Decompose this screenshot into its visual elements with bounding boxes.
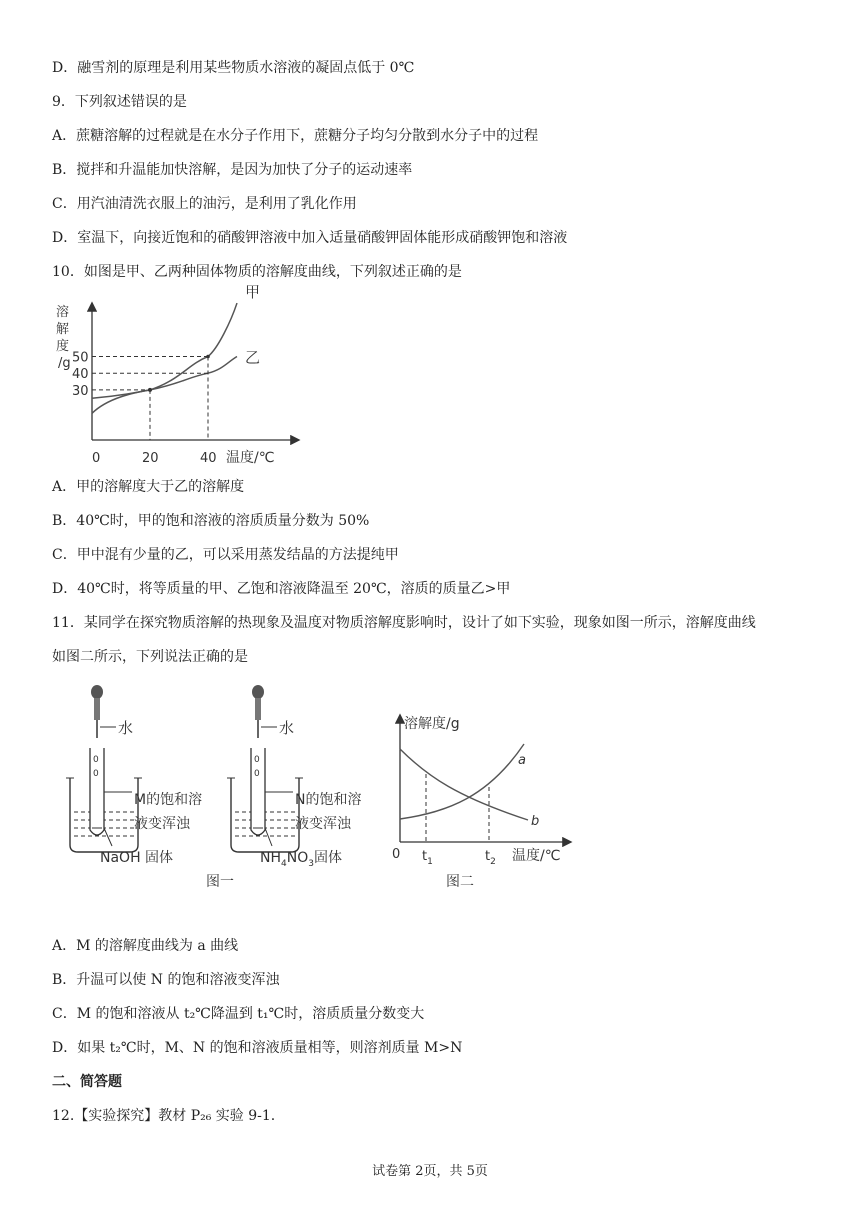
svg-text:0: 0 bbox=[254, 769, 260, 779]
figure-two-origin: 0 bbox=[392, 847, 401, 862]
figure-two-caption: 图二 bbox=[446, 874, 474, 890]
q10-option-b: B．40℃时，甲的饱和溶液的溶质质量分数为 50% bbox=[52, 513, 370, 529]
q10-option-a: A．甲的溶解度大于乙的溶解度 bbox=[52, 479, 245, 495]
figure-one-caption: 图一 bbox=[206, 874, 234, 890]
q10-stem: 10．如图是甲、乙两种固体物质的溶解度曲线，下列叙述正确的是 bbox=[52, 264, 462, 280]
figure-two-t2: $t_2$ bbox=[485, 849, 496, 867]
intersection-point bbox=[148, 388, 152, 392]
q8-option-d: D．融雪剂的原理是利用某些物质水溶液的凝固点低于 0℃ bbox=[52, 60, 415, 76]
chart-ylabel: 溶解度/g bbox=[56, 305, 71, 371]
section-heading: 二、简答题 bbox=[52, 1074, 122, 1090]
curve-a bbox=[400, 744, 524, 819]
water-label-right: 水 bbox=[279, 719, 295, 737]
figure-two-xlabel: 温度/℃ bbox=[512, 848, 561, 864]
beaker-right-label-1: N的饱和溶 bbox=[295, 792, 362, 808]
series-line-jia bbox=[92, 303, 237, 413]
svg-text:0: 0 bbox=[93, 769, 99, 779]
q10-option-c: C．甲中混有少量的乙，可以采用蒸发结晶的方法提纯甲 bbox=[52, 547, 399, 563]
q11-option-c: C．M 的饱和溶液从 t₂℃降温到 t₁℃时，溶质质量分数变大 bbox=[52, 1006, 425, 1022]
figure-two-t1: $t_1$ bbox=[422, 849, 433, 867]
y-tick-30: 30 bbox=[72, 383, 89, 399]
q12-stem: 12.【实验探究】教材 P₂₆ 实验 9-1. bbox=[52, 1108, 276, 1124]
q11-figure-two bbox=[388, 712, 578, 892]
q10-solubility-chart bbox=[50, 283, 310, 468]
beaker-left-label-1: M的饱和溶 bbox=[134, 792, 203, 808]
y-tick-50: 50 bbox=[72, 350, 89, 366]
dropper-left bbox=[91, 685, 103, 738]
svg-text:0: 0 bbox=[93, 755, 99, 765]
q9-option-a: A．蔗糖溶解的过程就是在水分子作用下，蔗糖分子均匀分散到水分子中的过程 bbox=[52, 128, 539, 144]
beaker-right bbox=[227, 748, 303, 852]
dropper-right bbox=[252, 685, 264, 738]
point-jia-40 bbox=[206, 355, 210, 359]
chart-xlabel: 温度/℃ bbox=[226, 450, 275, 466]
beaker-right-solid: $NH_4NO_3$固体 bbox=[260, 850, 342, 869]
y-tick-40: 40 bbox=[72, 367, 89, 383]
curve-b-label: b bbox=[531, 814, 540, 829]
q9-option-d: D．室温下，向接近饱和的硝酸钾溶液中加入适量硝酸钾固体能形成硝酸钾饱和溶液 bbox=[52, 230, 568, 246]
q10-option-d: D．40℃时，将等质量的甲、乙饱和溶液降温至 20℃，溶质的质量乙>甲 bbox=[52, 581, 511, 597]
curve-a-label: a bbox=[518, 753, 526, 768]
water-label-left: 水 bbox=[118, 719, 134, 737]
page-footer: 试卷第 2页，共 5页 bbox=[372, 1164, 488, 1179]
beaker-left bbox=[66, 748, 142, 852]
curve-b bbox=[400, 749, 528, 820]
q9-option-b: B．搅拌和升温能加快溶解，是因为加快了分子的运动速率 bbox=[52, 162, 413, 178]
x-tick-40: 40 bbox=[200, 451, 217, 466]
beaker-right-label-2: 液变浑浊 bbox=[295, 816, 351, 832]
q11-option-d: D．如果 t₂℃时，M、N 的饱和溶液质量相等，则溶剂质量 M>N bbox=[52, 1040, 463, 1056]
figure-two-ylabel: 溶解度/g bbox=[404, 716, 460, 732]
q11-option-a: A．M 的溶解度曲线为 a 曲线 bbox=[52, 938, 239, 954]
q11-stem-line2: 如图二所示，下列说法正确的是 bbox=[52, 649, 248, 665]
svg-text:0: 0 bbox=[254, 755, 260, 765]
q9-stem: 9．下列叙述错误的是 bbox=[52, 94, 187, 110]
q11-stem-line1: 11．某同学在探究物质溶解的热现象及温度对物质溶解度影响时，设计了如下实验，现象如图一所示，溶解度曲线 bbox=[52, 615, 756, 631]
q9-option-c: C．用汽油清洗衣服上的油污，是利用了乳化作用 bbox=[52, 196, 357, 212]
q11-figure-one bbox=[60, 680, 390, 895]
q11-option-b: B．升温可以使 N 的饱和溶液变浑浊 bbox=[52, 972, 280, 988]
x-tick-0: 0 bbox=[92, 451, 101, 466]
series-line-yi bbox=[92, 357, 237, 399]
series-label-jia: 甲 bbox=[245, 283, 261, 302]
beaker-left-label-2: 液变浑浊 bbox=[134, 816, 190, 832]
x-tick-20: 20 bbox=[142, 451, 159, 466]
series-label-yi: 乙 bbox=[245, 348, 261, 367]
beaker-left-solid: NaOH 固体 bbox=[100, 850, 174, 866]
